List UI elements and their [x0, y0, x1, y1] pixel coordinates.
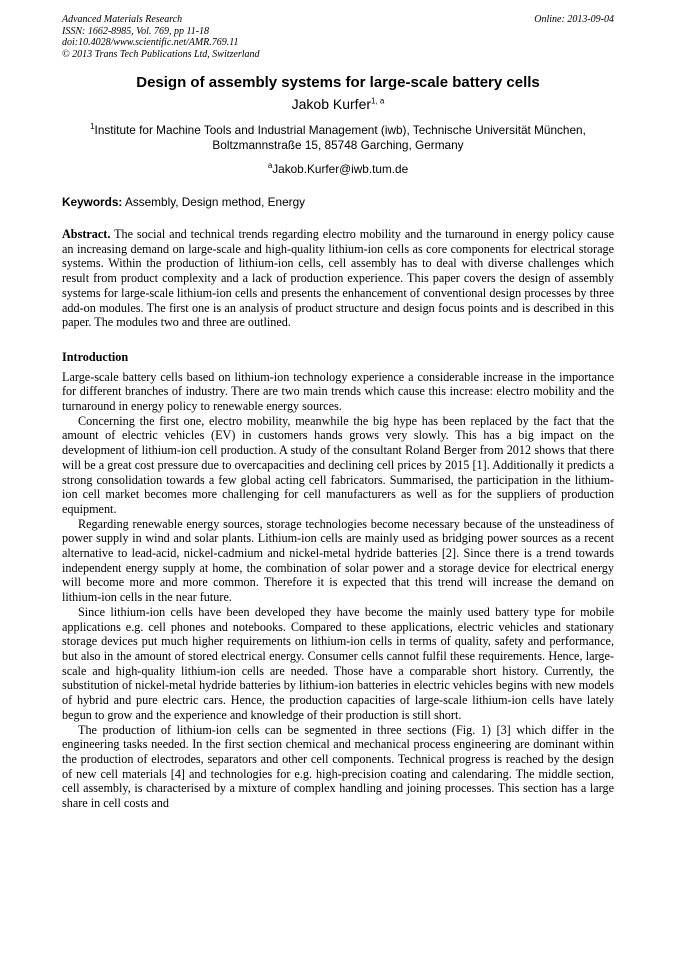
paragraph: Large-scale battery cells based on lithium-ion technology experience a considerable increase in the importance for different branches of industry. There are two main trends which cause this increase: electro mobility and the turnaround in energy policy to renewable energy sources. [62, 369, 614, 414]
paper-page [62, 14, 614, 811]
online-date: Online: 2013-09-04 [534, 14, 614, 25]
paragraph: Regarding renewable energy sources, storage technologies become necessary because of the unsteadiness of power supply in wind and solar plants. Lithium-ion cells are mainly used as bridging power sources as a recent alternative to lead-acid, nickel-cadmium and nickel-metal hydride batteries [2]. Since there is a trend towards independent energy supply at home, the combination of solar power and a storage device for electrical energy will become more and more common. Therefore it is expected that this trend will increase the demand on lithium-ion cells in the near future. [62, 516, 614, 605]
author [62, 96, 614, 113]
email-superscript: a [267, 161, 273, 171]
journal-name: Advanced Materials Research [62, 14, 183, 25]
paragraph: Concerning the first one, electro mobility, meanwhile the big hype has been replaced by the fact that the amount of electric vehicles (EV) in customers hands grows very slowly. This has a big impact on the development of lithium-ion cell production. A study of the consultant Roland Berger from 2012 shows that there will be a great cost pressure due to overcapacities and declining cell prices by 2015 [1]. Additionally it predicts a strong consolidation towards a few global acting cell fabricators. Summarised, the participation in the lithium-ion cell market becomes more challenging for cell manufacturers as well as for the suppliers of production equipment. [62, 413, 614, 516]
affiliation-line-1: Institute for Machine Tools and Industrial Management (iwb), Technische Universität München, [94, 123, 586, 137]
email-address[interactable]: Jakob.Kurfer@iwb.tum.de [272, 162, 409, 176]
paper-title: Design of assembly systems for large-scale battery cells [136, 74, 540, 91]
author-superscript: 1, a [371, 96, 385, 106]
journal-doi: doi:10.4028/www.scientific.net/AMR.769.11 [62, 37, 239, 48]
author-name: Jakob Kurfer [291, 96, 372, 112]
section-heading-introduction: Introduction [62, 349, 129, 364]
keywords-label: Keywords: [62, 194, 123, 209]
paragraph: The production of lithium-ion cells can be segmented in three sections (Fig. 1) [3] which differ in the engineering tasks needed. In the first section chemical and mechanical process engineering are dominant within the production of electrodes, separators and other cell components. Technical progress is reached by the design of new cell materials [4] and technologies for e.g. high-precision coating and calendaring. The middle section, cell assembly, is characterised by a mixture of complex handling and joining processes. This section has a large share in cell costs and [62, 722, 614, 811]
affiliation-line-2: Boltzmannstraße 15, 85748 Garching, Germany [212, 137, 464, 152]
abstract-text: The social and technical trends regarding electro mobility and the turnaround in energy policy cause an increasing demand on large-scale and high-quality lithium-ion cells as core components for electrical storage systems. Within the production of lithium-ion cells, cell assembly has to deal with diverse challenges which result from product complexity and a lack of production experience. This paper covers the design of assembly systems for large-scale lithium-ion cells and presents the enhancement of conventional design processes by three add-on modules. The first one is an analysis of product structure and design focus points and is described in this paper. The modules two and three are outlined. [62, 227, 614, 330]
keywords-text: Assembly, Design method, Energy [124, 194, 306, 209]
affiliation-superscript: 1 [90, 122, 95, 132]
abstract [62, 227, 614, 330]
abstract-label: Abstract. [62, 227, 111, 241]
introduction-body [62, 370, 614, 811]
journal-issn: ISSN: 1662-8985, Vol. 769, pp 11-18 [62, 25, 210, 37]
paragraph: Since lithium-ion cells have been developed they have become the mainly used battery type for mobile applications e.g. cell phones and notebooks. Compared to these applications, electric vehicles and stationary storage devices put much higher requirements on lithium-ion cells in terms of quality, safety and performance, but also in the amount of stored electrical energy. Consumer cells cannot fulfil these requirements. Hence, large-scale and high-quality lithium-ion cells are needed. Those have a comparable short history. Currently, the substitution of nickel-metal hydride batteries by lithium-ion batteries in electric vehicles begins with new models of hybrid and pure electric cars. Hence, the production capacities of large-scale lithium-ion cells have lately begun to grow and the experience and knowledge of their production is still short. [62, 604, 614, 722]
journal-header [62, 14, 614, 60]
journal-copyright: © 2013 Trans Tech Publications Ltd, Switzerland [62, 48, 260, 60]
affiliation [62, 123, 614, 152]
keywords [62, 195, 614, 210]
author-email [62, 162, 614, 177]
